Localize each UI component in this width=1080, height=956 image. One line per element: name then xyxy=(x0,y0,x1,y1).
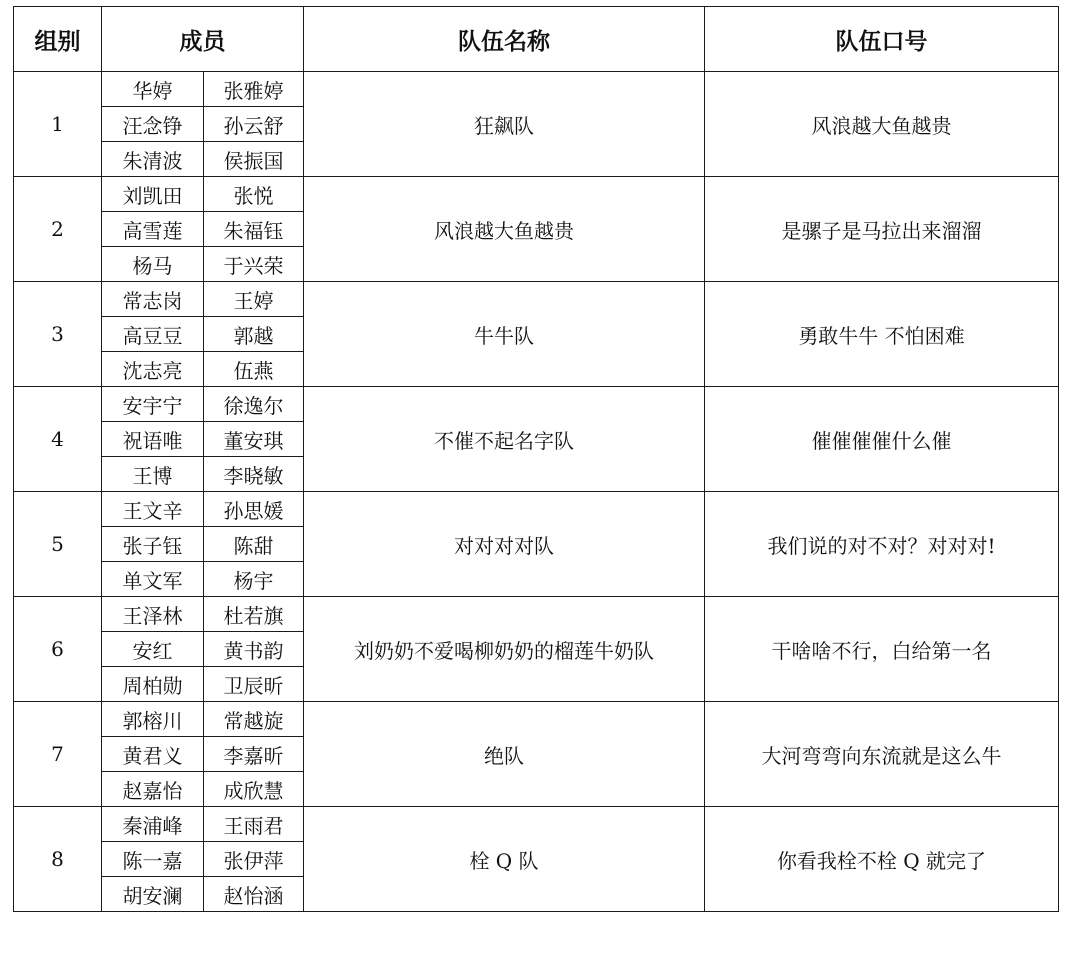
table-row xyxy=(14,807,1059,842)
group-number: 1 xyxy=(14,72,102,177)
table-row xyxy=(14,72,1059,107)
member-name: 华婷 xyxy=(102,72,204,107)
team-name: 刘奶奶不爱喝柳奶奶的榴莲牛奶队 xyxy=(304,597,705,702)
team-name: 对对对对队 xyxy=(304,492,705,597)
member-name: 李嘉昕 xyxy=(204,737,304,772)
group-number: 6 xyxy=(14,597,102,702)
member-name: 杨宇 xyxy=(204,562,304,597)
member-name: 陈甜 xyxy=(204,527,304,562)
table-row xyxy=(14,177,1059,212)
team-name: 不催不起名字队 xyxy=(304,387,705,492)
member-name: 赵嘉怡 xyxy=(102,772,204,807)
member-name: 成欣慧 xyxy=(204,772,304,807)
table-row xyxy=(14,282,1059,317)
team-name: 牛牛队 xyxy=(304,282,705,387)
team-slogan: 催催催催什么催 xyxy=(705,387,1059,492)
group-number: 2 xyxy=(14,177,102,282)
member-name: 孙云舒 xyxy=(204,107,304,142)
member-name: 沈志亮 xyxy=(102,352,204,387)
table-row xyxy=(14,597,1059,632)
member-name: 黄书韵 xyxy=(204,632,304,667)
member-name: 杨马 xyxy=(102,247,204,282)
member-name: 侯振国 xyxy=(204,142,304,177)
header-team-name: 队伍名称 xyxy=(304,7,705,72)
member-name: 孙思媛 xyxy=(204,492,304,527)
team-slogan: 干啥啥不行，白给第一名 xyxy=(705,597,1059,702)
team-slogan: 你看我栓不栓 Q 就完了 xyxy=(705,807,1059,912)
header-slogan: 队伍口号 xyxy=(705,7,1059,72)
member-name: 高豆豆 xyxy=(102,317,204,352)
member-name: 安红 xyxy=(102,632,204,667)
header-group: 组别 xyxy=(14,7,102,72)
member-name: 李晓敏 xyxy=(204,457,304,492)
member-name: 祝语唯 xyxy=(102,422,204,457)
member-name: 黄君义 xyxy=(102,737,204,772)
member-name: 赵怡涵 xyxy=(204,877,304,912)
team-name: 栓 Q 队 xyxy=(304,807,705,912)
group-number: 7 xyxy=(14,702,102,807)
team-slogan: 风浪越大鱼越贵 xyxy=(705,72,1059,177)
member-name: 王文辛 xyxy=(102,492,204,527)
member-name: 周柏勋 xyxy=(102,667,204,702)
member-name: 杜若旗 xyxy=(204,597,304,632)
member-name: 张子钰 xyxy=(102,527,204,562)
table-row xyxy=(14,492,1059,527)
member-name: 董安琪 xyxy=(204,422,304,457)
member-name: 陈一嘉 xyxy=(102,842,204,877)
table-row xyxy=(14,702,1059,737)
member-name: 汪念铮 xyxy=(102,107,204,142)
team-rows xyxy=(14,72,1059,912)
member-name: 胡安澜 xyxy=(102,877,204,912)
group-number: 3 xyxy=(14,282,102,387)
team-slogan: 是骡子是马拉出来溜溜 xyxy=(705,177,1059,282)
team-name: 绝队 xyxy=(304,702,705,807)
member-name: 朱清波 xyxy=(102,142,204,177)
member-name: 秦浦峰 xyxy=(102,807,204,842)
group-number: 5 xyxy=(14,492,102,597)
member-name: 常志岗 xyxy=(102,282,204,317)
member-name: 徐逸尔 xyxy=(204,387,304,422)
member-name: 张悦 xyxy=(204,177,304,212)
member-name: 王泽林 xyxy=(102,597,204,632)
member-name: 安宇宁 xyxy=(102,387,204,422)
team-name: 狂飙队 xyxy=(304,72,705,177)
member-name: 单文军 xyxy=(102,562,204,597)
member-name: 张雅婷 xyxy=(204,72,304,107)
member-name: 高雪莲 xyxy=(102,212,204,247)
member-name: 王博 xyxy=(102,457,204,492)
team-slogan: 勇敢牛牛 不怕困难 xyxy=(705,282,1059,387)
team-roster-table xyxy=(13,6,1059,912)
member-name: 朱福钰 xyxy=(204,212,304,247)
team-slogan: 我们说的对不对？对对对! xyxy=(705,492,1059,597)
member-name: 常越旋 xyxy=(204,702,304,737)
member-name: 郭榕川 xyxy=(102,702,204,737)
member-name: 王雨君 xyxy=(204,807,304,842)
member-name: 刘凯田 xyxy=(102,177,204,212)
member-name: 王婷 xyxy=(204,282,304,317)
group-number: 4 xyxy=(14,387,102,492)
header-row xyxy=(14,7,1059,72)
member-name: 伍燕 xyxy=(204,352,304,387)
member-name: 张伊萍 xyxy=(204,842,304,877)
table-row xyxy=(14,387,1059,422)
team-slogan: 大河弯弯向东流就是这么牛 xyxy=(705,702,1059,807)
member-name: 郭越 xyxy=(204,317,304,352)
group-number: 8 xyxy=(14,807,102,912)
team-name: 风浪越大鱼越贵 xyxy=(304,177,705,282)
member-name: 卫辰昕 xyxy=(204,667,304,702)
header-members: 成员 xyxy=(102,7,304,72)
member-name: 于兴荣 xyxy=(204,247,304,282)
